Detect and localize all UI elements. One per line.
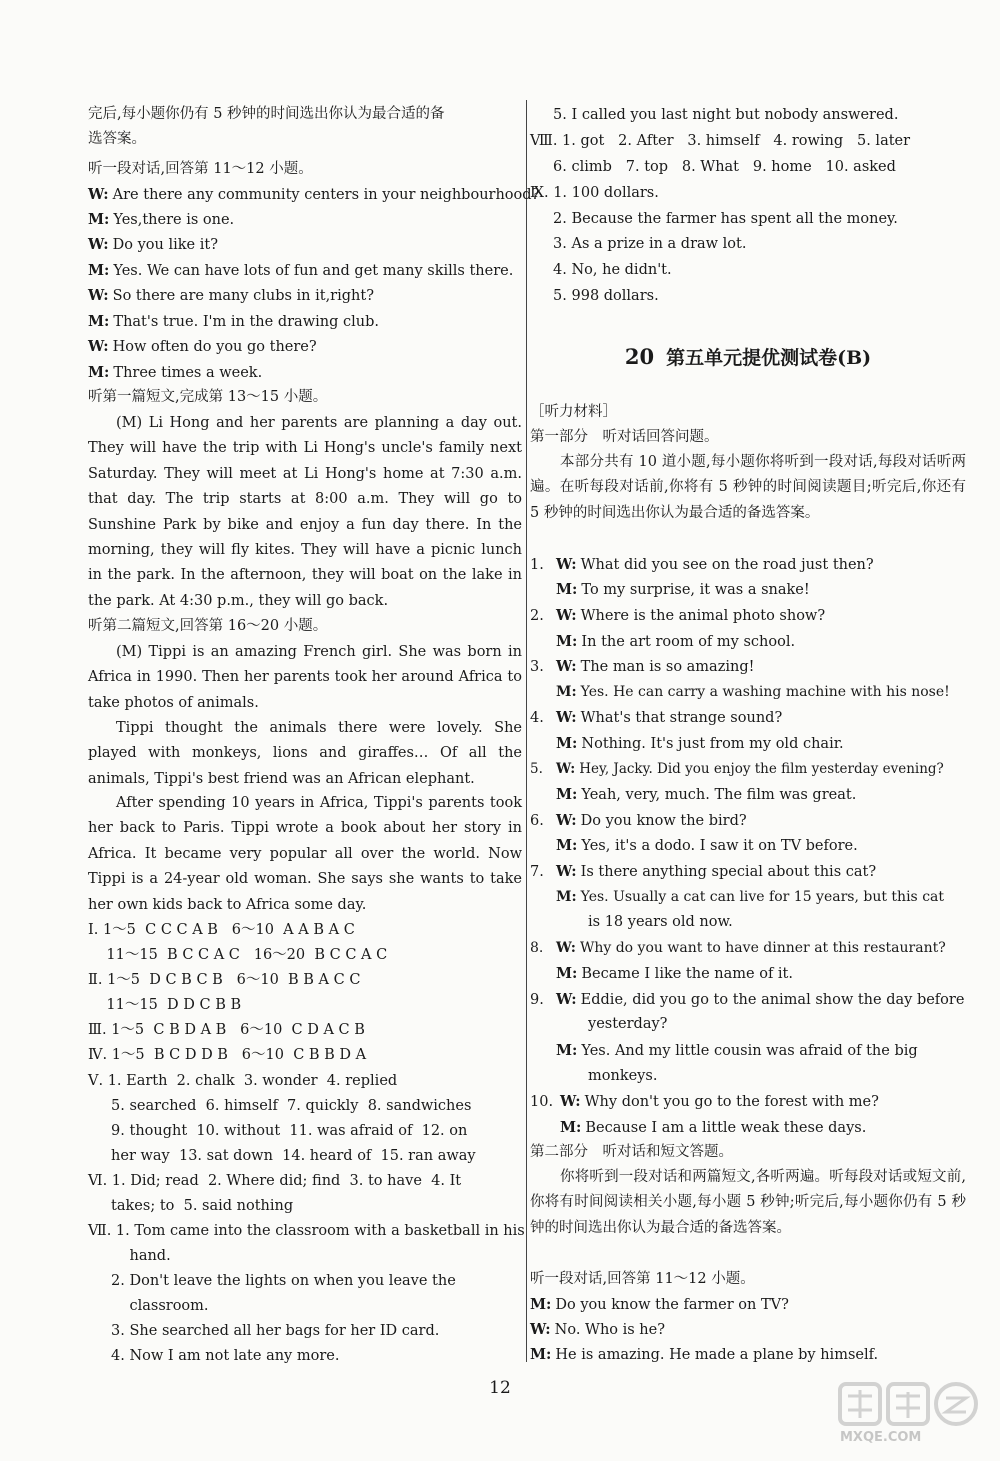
dialog-line	[530, 885, 966, 910]
dialog-line	[88, 283, 522, 308]
dialog-line	[88, 334, 522, 359]
answer-line: 4. No, he didn't.	[530, 262, 672, 278]
answer-line: 5. I called you last night but nobody answered.	[530, 107, 899, 123]
dialog-text: Became I like the name of it.	[581, 966, 793, 982]
answer-line: Ⅱ. 1～5 D C B C B 6～10 B B A C C	[88, 972, 361, 988]
dialog-text: What's that strange sound?	[580, 710, 783, 726]
speaker-label: W:	[556, 991, 577, 1008]
item-number: 2.	[530, 608, 544, 624]
answer-line: her way 13. sat down 14. heard of 15. ran away	[88, 1148, 476, 1164]
item-number: 5.	[530, 761, 543, 777]
dialog-line	[88, 309, 522, 334]
speaker-label: M:	[530, 1346, 552, 1363]
dialog-line	[88, 207, 522, 232]
answer-line: Ⅲ. 1～5 C B D A B 6～10 C D A C B	[88, 1022, 365, 1038]
passage-2b: Tippi thought the animals there were lovely. She played with monkeys, lions and giraffes… Of all the animals, Tippi's best friend was an African elephant.	[88, 720, 522, 787]
section-title-text: 第五单元提优测试卷(B)	[666, 347, 872, 369]
speaker-label: W:	[556, 863, 577, 880]
dialog-line	[530, 1292, 966, 1317]
speaker-label: W:	[556, 607, 577, 624]
page-number: 12	[489, 1378, 511, 1398]
item-number: 4.	[530, 710, 544, 726]
answer-line: takes; to 5. said nothing	[88, 1198, 294, 1214]
dialog-line	[530, 1038, 966, 1063]
dialog-line	[530, 910, 966, 935]
dialog-text: Why do you want to have dinner at this restaurant?	[579, 940, 946, 956]
dialog-line	[530, 654, 966, 679]
answer-line: Ⅶ. 1. Tom came into the classroom with a basketball in his	[88, 1223, 525, 1239]
dialog-line	[530, 1115, 966, 1140]
dialog-text: Yes. And my little cousin was afraid of the big	[581, 1043, 918, 1059]
speaker-label: W:	[88, 287, 109, 304]
speaker-label: W:	[530, 1321, 551, 1338]
dialog-line	[530, 1342, 966, 1367]
text-line: 完后,每小题你仍有 5 秒钟的时间选出你认为最合适的备	[88, 106, 445, 122]
dialog-line	[530, 1012, 966, 1037]
speaker-label: W:	[560, 1093, 581, 1110]
speaker-label: M:	[556, 581, 578, 598]
passage-2a: (M) Tippi is an amazing French girl. She was born in Africa in 1990. Then her parents took her around Africa to take photos of animals.	[88, 644, 522, 711]
dialog-text: Where is the animal photo show?	[580, 608, 826, 624]
dialog-text: monkeys.	[588, 1068, 658, 1084]
dialog-line	[530, 552, 966, 577]
dialog-text: Hey, Jacky. Did you enjoy the film yesterday evening?	[579, 761, 944, 777]
speaker-label: M:	[556, 786, 578, 803]
dialog-text: Are there any community centers in your neighbourhood?	[112, 187, 540, 203]
dialog-line	[530, 833, 966, 858]
speaker-label: M:	[556, 735, 578, 752]
answer-line: Ⅷ. 1. got 2. After 3. himself 4. rowing 5. later	[530, 133, 911, 149]
dialog-text: is 18 years old now.	[588, 914, 733, 930]
speaker-label: M:	[556, 965, 578, 982]
dialog-text: What did you see on the road just then?	[580, 557, 874, 573]
passage-2c: After spending 10 years in Africa, Tippi's parents took her back to Paris. Tippi wrote a book about her story in Africa. It became very popular all over the world. Now Tippi is a 24-year old woman. She says she wants to take her own kids back to Africa some day.	[88, 795, 522, 913]
watermark-logo	[836, 1378, 986, 1448]
section-title	[530, 342, 966, 373]
part-heading: 第二部分 听对话和短文答题。	[530, 1144, 733, 1160]
answer-line: Ⅵ. 1. Did; read 2. Where did; find 3. to have 4. It	[88, 1173, 462, 1189]
dialog-line	[530, 1089, 966, 1114]
dialog-line	[530, 782, 966, 807]
dialog-text: Eddie, did you go to the animal show the day before	[580, 992, 965, 1008]
speaker-label: M:	[556, 889, 577, 905]
speaker-label: M:	[530, 1296, 552, 1313]
dialog-line	[88, 258, 522, 283]
item-number: 8.	[530, 940, 544, 956]
answer-line: 11～15 D D C B B	[88, 997, 242, 1013]
dialog-text: Do you know the bird?	[580, 813, 747, 829]
answer-line: 9. thought 10. without 11. was afraid of 12. on	[88, 1123, 468, 1139]
text-line: 听第二篇短文,回答第 16～20 小题。	[88, 618, 328, 634]
speaker-label: W:	[556, 761, 576, 777]
dialog-line	[530, 1317, 966, 1342]
answer-line: 5. 998 dollars.	[530, 288, 659, 304]
speaker-label: W:	[88, 236, 109, 253]
dialog-line	[530, 961, 966, 986]
speaker-label: W:	[556, 940, 576, 956]
dialog-line	[530, 577, 966, 602]
text-line: 听一段对话,回答第 11～12 小题。	[88, 161, 313, 177]
answer-line: classroom.	[88, 1298, 209, 1314]
dialog-text: He is amazing. He made a plane by himself.	[555, 1347, 879, 1363]
part-description: 你将听到一段对话和两篇短文,各听两遍。听每段对话或短文前,你将有时间阅读相关小题,每小题 5 秒钟;听完后,每小题你仍有 5 秒钟的时间选出你认为最合适的备选答案。	[530, 1169, 966, 1236]
answer-line: Ⅰ. 1～5 C C C A B 6～10 A A B A C	[88, 922, 355, 938]
dialog-text: Is there anything special about this cat?	[580, 864, 877, 880]
speaker-label: M:	[88, 262, 110, 279]
dialog-text: To my surprise, it was a snake!	[581, 582, 810, 598]
text-line: 听一段对话,回答第 11～12 小题。	[530, 1271, 755, 1287]
dialog-line	[530, 705, 966, 730]
speaker-label: M:	[556, 684, 577, 700]
speaker-label: W:	[556, 556, 577, 573]
passage-1: (M) Li Hong and her parents are planning a day out. They will have the trip with Li Hong's uncle's family next Saturday. They will meet at Li Hong's home at 7:30 a.m. that day. The trip starts at 8:00 a.m. They will go to Sunshine Park by bike and enjoy a fun day there. In the morning, they will fly kites. They will have a picnic lunch in the park. In the afternoon, they will boat on the lake in the park. At 4:30 p.m., they will go back.	[88, 415, 522, 609]
answer-line: 3. As a prize in a draw lot.	[530, 236, 747, 252]
speaker-label: W:	[556, 709, 577, 726]
dialog-text: yesterday?	[588, 1016, 668, 1032]
dialog-line	[530, 808, 966, 833]
watermark-text: MXQE.COM	[840, 1430, 922, 1445]
dialog-text: Because I am a little weak these days.	[585, 1120, 867, 1136]
answer-line: hand.	[88, 1248, 171, 1264]
dialog-line	[530, 987, 966, 1012]
answer-line: 3. She searched all her bags for her ID card.	[88, 1323, 440, 1339]
answer-line: 11～15 B C C A C 16～20 B C C A C	[88, 947, 388, 963]
dialog-text: Why don't you go to the forest with me?	[584, 1094, 879, 1110]
answer-line: Ⅴ. 1. Earth 2. chalk 3. wonder 4. replied	[88, 1073, 398, 1089]
item-number: 7.	[530, 864, 544, 880]
answer-line: 5. searched 6. himself 7. quickly 8. sandwiches	[88, 1098, 472, 1114]
speaker-label: M:	[88, 364, 110, 381]
dialog-text: Yes, it's a dodo. I saw it on TV before.	[581, 838, 858, 854]
dialog-text: No. Who is he?	[554, 1322, 665, 1338]
dialog-line	[530, 731, 966, 756]
item-number: 3.	[530, 659, 544, 675]
item-number: 1.	[530, 557, 544, 573]
dialog-line	[530, 680, 966, 705]
speaker-label: M:	[88, 211, 110, 228]
dialog-line	[530, 936, 966, 961]
speaker-label: W:	[556, 658, 577, 675]
dialog-text: How often do you go there?	[112, 339, 317, 355]
speaker-label: W:	[88, 186, 109, 203]
dialog-line	[88, 232, 522, 257]
dialog-text: Yes. We can have lots of fun and get many skills there.	[113, 263, 514, 279]
speaker-label: W:	[556, 812, 577, 829]
speaker-label: M:	[556, 1042, 578, 1059]
dialog-text: Three times a week.	[113, 365, 263, 381]
dialog-text: Do you like it?	[112, 237, 218, 253]
dialog-text: Yes. Usually a cat can live for 15 years, but this cat	[580, 889, 945, 905]
text-line: 听第一篇短文,完成第 13～15 小题。	[88, 389, 328, 405]
answer-line: 2. Because the farmer has spent all the money.	[530, 211, 898, 227]
speaker-label: W:	[88, 338, 109, 355]
item-number: 6.	[530, 813, 544, 829]
answer-line: 4. Now I am not late any more.	[88, 1348, 340, 1364]
part-heading: 第一部分 听对话回答问题。	[530, 429, 719, 445]
material-label: ［听力材料］	[530, 404, 617, 420]
section-number: 20	[624, 344, 655, 369]
dialog-text: Yeah, very, much. The film was great.	[581, 787, 857, 803]
item-number: 9.	[530, 992, 544, 1008]
item-number: 10.	[530, 1094, 554, 1110]
dialog-line	[530, 859, 966, 884]
dialog-text: Do you know the farmer on TV?	[555, 1297, 789, 1313]
part-description: 本部分共有 10 道小题,每小题你将听到一段对话,每段对话听两遍。在听每段对话前,你将有 5 秒钟的时间阅读题目;听完后,你还有 5 秒钟的时间选出你认为最合适的备选答案。	[530, 454, 966, 521]
dialog-text: Yes,there is one.	[113, 212, 235, 228]
dialog-line	[530, 603, 966, 628]
dialog-line	[530, 629, 966, 654]
speaker-label: M:	[560, 1119, 582, 1136]
dialog-line	[88, 182, 540, 207]
dialog-text: In the art room of my school.	[581, 634, 796, 650]
text-line: 选答案。	[88, 131, 146, 147]
answer-line: 2. Don't leave the lights on when you leave the	[88, 1273, 456, 1289]
watermark-icon	[836, 1378, 986, 1430]
answer-line: Ⅸ. 1. 100 dollars.	[530, 185, 659, 201]
speaker-label: M:	[556, 837, 578, 854]
dialog-text: Nothing. It's just from my old chair.	[581, 736, 844, 752]
dialog-text: The man is so amazing!	[580, 659, 755, 675]
speaker-label: M:	[556, 633, 578, 650]
dialog-text: That's true. I'm in the drawing club.	[113, 314, 379, 330]
dialog-line	[530, 757, 966, 782]
dialog-text: Yes. He can carry a washing machine with his nose!	[580, 684, 950, 700]
answer-line: Ⅳ. 1～5 B C D D B 6～10 C B B D A	[88, 1047, 367, 1063]
dialog-line	[88, 360, 522, 385]
speaker-label: M:	[88, 313, 110, 330]
dialog-line	[530, 1064, 966, 1089]
column-divider	[526, 100, 527, 1362]
dialog-text: So there are many clubs in it,right?	[112, 288, 374, 304]
answer-line: 6. climb 7. top 8. What 9. home 10. asked	[530, 159, 896, 175]
